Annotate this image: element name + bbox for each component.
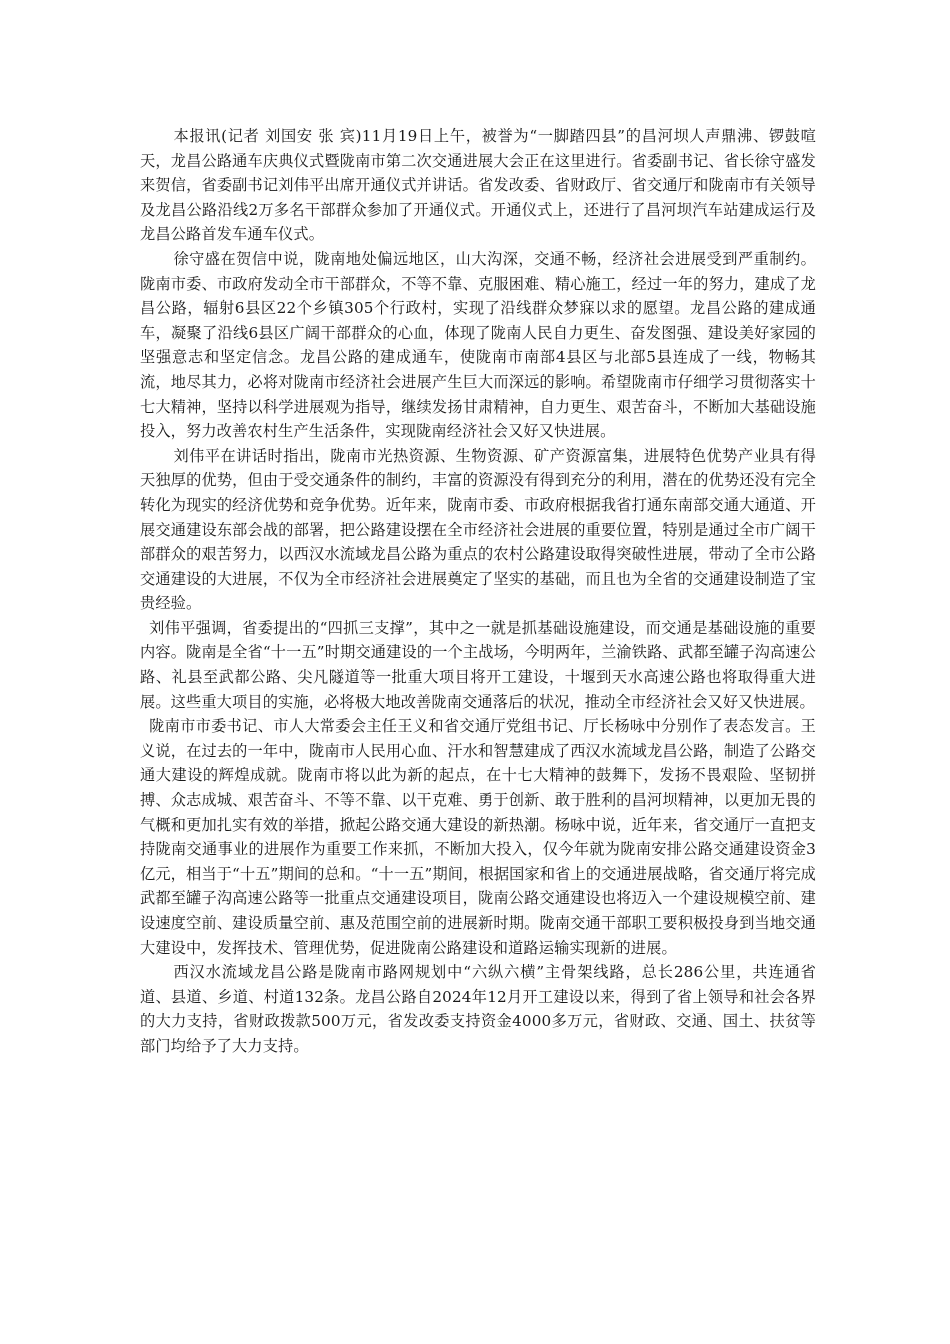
paragraph-congratulatory-letter: 徐守盛在贺信中说，陇南地处偏远地区，山大沟深，交通不畅，经济社会进展受到严重制约。陇南市委、市政府发动全市干部群众，不等不靠、克服困难、精心施工，经过一年的努力，建成了龙昌公路，辐射6县区22个乡镇305个行政村，实现了沿线群众梦寐以求的愿望。龙昌公路的建成通车，凝聚了沿线6县区广阔干部群众的心血，体现了陇南人民自力更生、奋发图强、建设美好家园的坚强意志和坚定信念。龙昌公路的建成通车，使陇南市南部4县区与北部5县连成了一线，物畅其流，地尽其力，必将对陇南市经济社会进展产生巨大而深远的影响。希望陇南市仔细学习贯彻落实十七大精神，坚持以科学进展观为指导，继续发扬甘肃精神，自力更生、艰苦奋斗，不断加大基础设施投入，努力改善农村生产生活条件，实现陇南经济社会又好又快进展。 (140, 249, 816, 441)
paragraph-lead: 本报讯(记者 刘国安 张 宾)11月19日上午，被誉为“一脚踏四县”的昌河坝人声鼎沸、锣鼓喧天，龙昌公路通车庆典仪式暨陇南市第二次交通进展大会正在这里进行。省委副书记、省长徐守盛发来贺信，省委副书记刘伟平出席开通仪式并讲话。省发改委、省财政厅、省交通厅和陇南市有关领导及龙昌公路沿线2万多名干部群众参加了开通仪式。开通仪式上，还进行了昌河坝汽车站建成运行及龙昌公路首发车通车仪式。 (140, 127, 816, 244)
paragraph-emphasis: 刘伟平强调，省委提出的“四抓三支撑”，其中之一就是抓基础设施建设，而交通是基础设施的重要内容。陇南是全省“十一五”时期交通建设的一个主战场，今明两年，兰渝铁路、武都至罐子沟高速公路、礼县至武都公路、尖凡隧道等一批重大项目将开工建设，十堰到天水高速公路也将取得重大进展。这些重大项目的实施，必将极大地改善陇南交通落后的状况，推动全市经济社会又好又快进展。 (140, 618, 816, 711)
news-article (140, 124, 816, 1059)
paragraph-speech: 刘伟平在讲话时指出，陇南市光热资源、生物资源、矿产资源富集，进展特色优势产业具有得天独厚的优势，但由于受交通条件的制约，丰富的资源没有得到充分的利用，潜在的优势还没有完全转化为现实的经济优势和竞争优势。近年来，陇南市委、市政府根据我省打通东南部交通大通道、开展交通建设东部会战的部署，把公路建设摆在全市经济社会进展的重要位置，特别是通过全市广阔干部群众的艰苦努力，以西汉水流域龙昌公路为重点的农村公路建设取得突破性进展，带动了全市公路交通建设的大进展，不仅为全市经济社会进展奠定了坚实的基础，而且也为全省的交通建设制造了宝贵经验。 (140, 446, 816, 613)
paragraph-road-overview: 西汉水流域龙昌公路是陇南市路网规划中“六纵六横”主骨架线路，总长286公里，共连通省道、县道、乡道、村道132条。龙昌公路自2024年12月开工建设以来，得到了省上领导和社会各界的大力支持，省财政拨款500万元，省发改委支持资金4000多万元，省财政、交通、国土、扶贫等部门均给予了大力支持。 (140, 963, 816, 1055)
paragraph-statements: 陇南市市委书记、市人大常委会主任王义和省交通厅党组书记、厅长杨咏中分别作了表态发言。王义说，在过去的一年中，陇南市人民用心血、汗水和智慧建成了西汉水流域龙昌公路，制造了公路交通大建设的辉煌成就。陇南市将以此为新的起点，在十七大精神的鼓舞下，发扬不畏艰险、坚韧拼搏、众志成城、艰苦奋斗、不等不靠、以干克难、勇于创新、敢于胜利的昌河坝精神，以更加无畏的气概和更加扎实有效的举措，掀起公路交通大建设的新热潮。杨咏中说，近年来，省交通厅一直把支持陇南交通事业的进展作为重要工作来抓，不断加大投入，仅今年就为陇南安排公路交通建设资金3亿元，相当于“十五”期间的总和。“十一五”期间，根据国家和省上的交通进展战略，省交通厅将完成武都至罐子沟高速公路等一批重点交通建设项目，陇南公路交通建设也将迈入一个建设规模空前、建设速度空前、建设质量空前、惠及范围空前的进展新时期。陇南交通干部职工要积极投身到当地交通大建设中，发挥技术、管理优势，促进陇南公路建设和道路运输实现新的进展。 (140, 717, 816, 957)
